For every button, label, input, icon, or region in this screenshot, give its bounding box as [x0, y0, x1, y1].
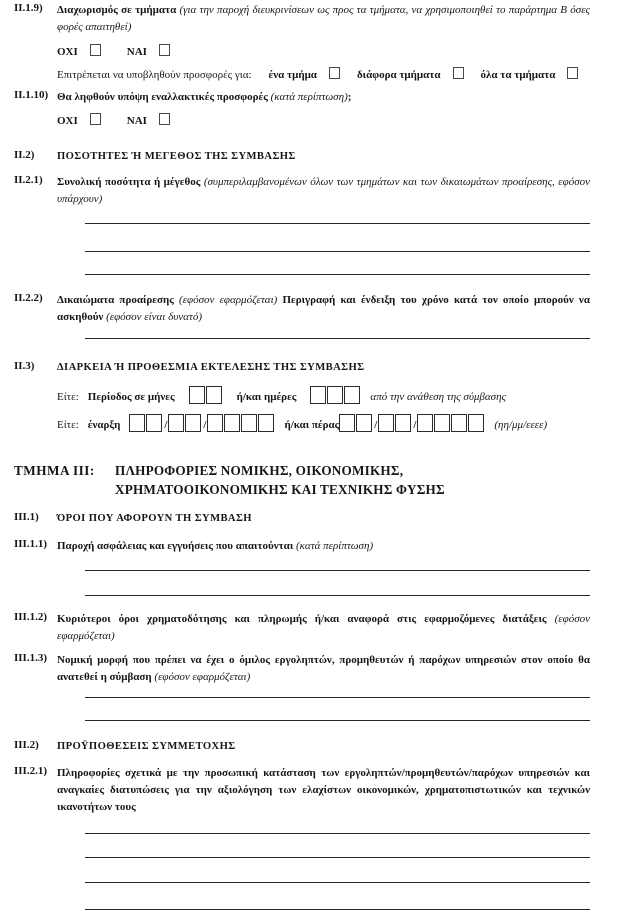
start-day-boxes [129, 414, 163, 432]
digit-box[interactable] [224, 414, 240, 432]
item-note: (εφόσον εφαρμόζεται) [57, 613, 590, 642]
section-header-ii-2 [14, 148, 590, 165]
digit-box[interactable] [258, 414, 274, 432]
section-iii-title-line2: ΧΡΗΜΑΤΟΟΙΚΟΝΟΜΙΚΗΣ ΚΑΙ ΤΕΧΝΙΚΗΣ ΦΥΣΗΣ [115, 482, 445, 497]
item-tail: ; [347, 91, 352, 103]
section-number: III.1) [14, 511, 39, 523]
digit-box[interactable] [468, 414, 484, 432]
section-iii-heading [14, 461, 590, 499]
write-in-line[interactable] [85, 697, 590, 698]
item-iii-1-2 [14, 611, 590, 645]
write-in-line[interactable] [85, 857, 590, 858]
item-note: (εφόσον εφαρμόζεται) [154, 671, 251, 683]
section-title: ΌΡΟΙ ΠΟΥ ΑΦΟΡΟΥΝ ΤΗ ΣΥΜΒΑΣΗ [57, 513, 252, 524]
end-year-boxes [417, 414, 485, 432]
end-day-boxes [339, 414, 373, 432]
months-boxes [189, 386, 223, 404]
date-separator: / [413, 419, 417, 431]
write-in-line[interactable] [85, 720, 590, 721]
item-number: II.1.10) [14, 89, 49, 101]
item-ii-2-2 [14, 292, 590, 326]
start-year-boxes [207, 414, 275, 432]
digit-box[interactable] [395, 414, 411, 432]
section-iii-label: ΤΜΗΜΑ ΙΙΙ: [14, 463, 95, 478]
digit-box[interactable] [356, 414, 372, 432]
item-label: Πληροφορίες σχετικά με την προσωπική κατάσταση των εργοληπτών/προμηθευτών/παρόχων υπηρεσιών και αναγκαίες διατυπώσεις για την αξιολόγηση των ελαχίστων οικονομικών, χρηματοπιστωτικών και τεχνικών ικανοτήτων τους [57, 767, 590, 813]
option-all-lots-label: όλα τα τμήματα [480, 69, 556, 81]
end-label: ή/και πέρας [284, 419, 340, 431]
from-award-note: από την ανάθεση της σύμβασης [370, 391, 506, 403]
digit-box[interactable] [207, 414, 223, 432]
date-format-note: (ηη/μμ/εεεε) [494, 419, 548, 431]
digit-box[interactable] [378, 414, 394, 432]
date-separator: / [164, 419, 168, 431]
item-iii-1-3 [14, 652, 590, 686]
write-in-line[interactable] [85, 909, 590, 910]
item-iii-1-1 [14, 538, 590, 555]
date-separator: / [374, 419, 378, 431]
date-separator: / [203, 419, 207, 431]
digit-box[interactable] [129, 414, 145, 432]
section-header-iii-2 [14, 738, 590, 755]
offers-intro: Επιτρέπεται να υποβληθούν προσφορές για: [57, 69, 252, 81]
no-label: ΟΧΙ [57, 46, 78, 58]
yes-checkbox[interactable] [159, 113, 170, 125]
item-ii-2-1 [14, 174, 590, 208]
item-note-2: (εφόσον είναι δυνατό) [106, 311, 203, 323]
item-number: II.1.9) [14, 2, 43, 14]
item-number: III.1.3) [14, 652, 48, 664]
item-note: (για την παροχή διευκρινίσεων ως προς τα τμήματα, να χρησιμοποιηθεί το παράρτημα Β όσες φορές απαιτηθεί) [57, 4, 590, 33]
section-number: II.3) [14, 360, 35, 372]
write-in-line[interactable] [85, 882, 590, 883]
section-title: ΔΙΑΡΚΕΙΑ Ή ΠΡΟΘΕΣΜΙΑ ΕΚΤΕΛΕΣΗΣ ΤΗΣ ΣΥΜΒΑΣΗΣ [57, 362, 365, 373]
digit-box[interactable] [344, 386, 360, 404]
section-title: ΠΟΣΟΤΗΤΕΣ Ή ΜΕΓΕΘΟΣ ΤΗΣ ΣΥΜΒΑΣΗΣ [57, 151, 296, 162]
option-one-lot-label: ένα τμήμα [268, 69, 317, 81]
start-month-boxes [168, 414, 202, 432]
write-in-line[interactable] [85, 595, 590, 596]
days-label: ή/και ημέρες [236, 391, 297, 403]
item-ii-1-9 [14, 2, 590, 36]
item-iii-2-1 [14, 765, 590, 816]
section-title: ΠΡΟΫΠΟΘΕΣΕΙΣ ΣΥΜΜΕΤΟΧΗΣ [57, 741, 236, 752]
write-in-line[interactable] [85, 274, 590, 275]
offers-row [14, 67, 590, 84]
yes-label: ΝΑΙ [126, 115, 147, 127]
yes-checkbox[interactable] [159, 44, 170, 56]
item-number: III.2.1) [14, 765, 48, 777]
section-header-iii-1 [14, 510, 590, 527]
write-in-line[interactable] [85, 338, 590, 339]
item-note: (κατά περίπτωση) [270, 91, 348, 103]
option-several-lots-label: διάφορα τμήματα [356, 69, 441, 81]
item-ii-1-10 [14, 89, 590, 106]
duration-period-row [14, 385, 590, 409]
digit-box[interactable] [241, 414, 257, 432]
item-number: II.2.1) [14, 174, 43, 186]
write-in-line[interactable] [85, 223, 590, 224]
item-label: Διαχωρισμός σε τμήματα [57, 4, 180, 16]
months-label: Περίοδος σε μήνες [87, 391, 175, 403]
yes-label: ΝΑΙ [126, 46, 147, 58]
digit-box[interactable] [168, 414, 184, 432]
digit-box[interactable] [146, 414, 162, 432]
either-label: Είτε: [57, 391, 79, 403]
item-number: II.2.2) [14, 292, 43, 304]
no-checkbox[interactable] [90, 44, 101, 56]
digit-box[interactable] [339, 414, 355, 432]
item-note: (κατά περίπτωση) [295, 540, 374, 552]
section-number: III.2) [14, 739, 39, 751]
item-label: Κυριότεροι όροι χρηματοδότησης και πληρωμής ή/και αναφορά στις εφαρμοζόμενες διατάξεις [57, 613, 555, 625]
yes-no-row-ii-1-9 [14, 44, 590, 61]
item-note: (συμπεριλαμβανομένων όλων των τμημάτων και των δικαιωμάτων προαίρεσης, εφόσον υπάρχουν) [57, 176, 590, 205]
write-in-line[interactable] [85, 251, 590, 252]
end-month-boxes [378, 414, 412, 432]
item-number: III.1.2) [14, 611, 48, 623]
duration-dates-row [14, 413, 590, 437]
item-label-2: Περιγραφή και ένδειξη του χρόνο κατά τον οποίο μπορούν να ασκηθούν [57, 294, 590, 323]
item-label: Παροχή ασφάλειας και εγγυήσεις που απαιτούνται [57, 540, 296, 552]
section-iii-title-line1: ΠΛΗΡΟΦΟΡΙΕΣ ΝΟΜΙΚΗΣ, ΟΙΚΟΝΟΜΙΚΗΣ, [115, 463, 404, 478]
section-header-ii-3 [14, 359, 590, 376]
all-lots-checkbox[interactable] [567, 67, 578, 79]
section-number: II.2) [14, 149, 35, 161]
item-label: Συνολική ποσότητα ή μέγεθος [57, 176, 204, 188]
digit-box[interactable] [434, 414, 450, 432]
yes-no-row-ii-1-10 [14, 113, 590, 130]
several-lots-checkbox[interactable] [453, 67, 464, 79]
digit-box[interactable] [451, 414, 467, 432]
either-label: Είτε: [57, 419, 79, 431]
digit-box[interactable] [206, 386, 222, 404]
digit-box[interactable] [327, 386, 343, 404]
item-label: Δικαιώματα προαίρεσης [57, 294, 180, 306]
digit-box[interactable] [417, 414, 433, 432]
digit-box[interactable] [185, 414, 201, 432]
no-label: ΟΧΙ [57, 115, 78, 127]
start-label: έναρξη [87, 419, 121, 431]
item-label: Θα ληφθούν υπόψη εναλλακτικές προσφορές [57, 91, 271, 103]
item-label: Νομική μορφή που πρέπει να έχει ο όμιλος εργοληπτών, προμηθευτών ή παρόχων υπηρεσιών στον οποίο θα ανατεθεί η σύμβαση [57, 654, 590, 683]
digit-box[interactable] [189, 386, 205, 404]
item-number: III.1.1) [14, 538, 48, 550]
days-boxes [310, 386, 361, 404]
item-note: (εφόσον εφαρμόζεται) [179, 294, 278, 306]
no-checkbox[interactable] [90, 113, 101, 125]
write-in-line[interactable] [85, 833, 590, 834]
write-in-line[interactable] [85, 570, 590, 571]
digit-box[interactable] [310, 386, 326, 404]
one-lot-checkbox[interactable] [329, 67, 340, 79]
